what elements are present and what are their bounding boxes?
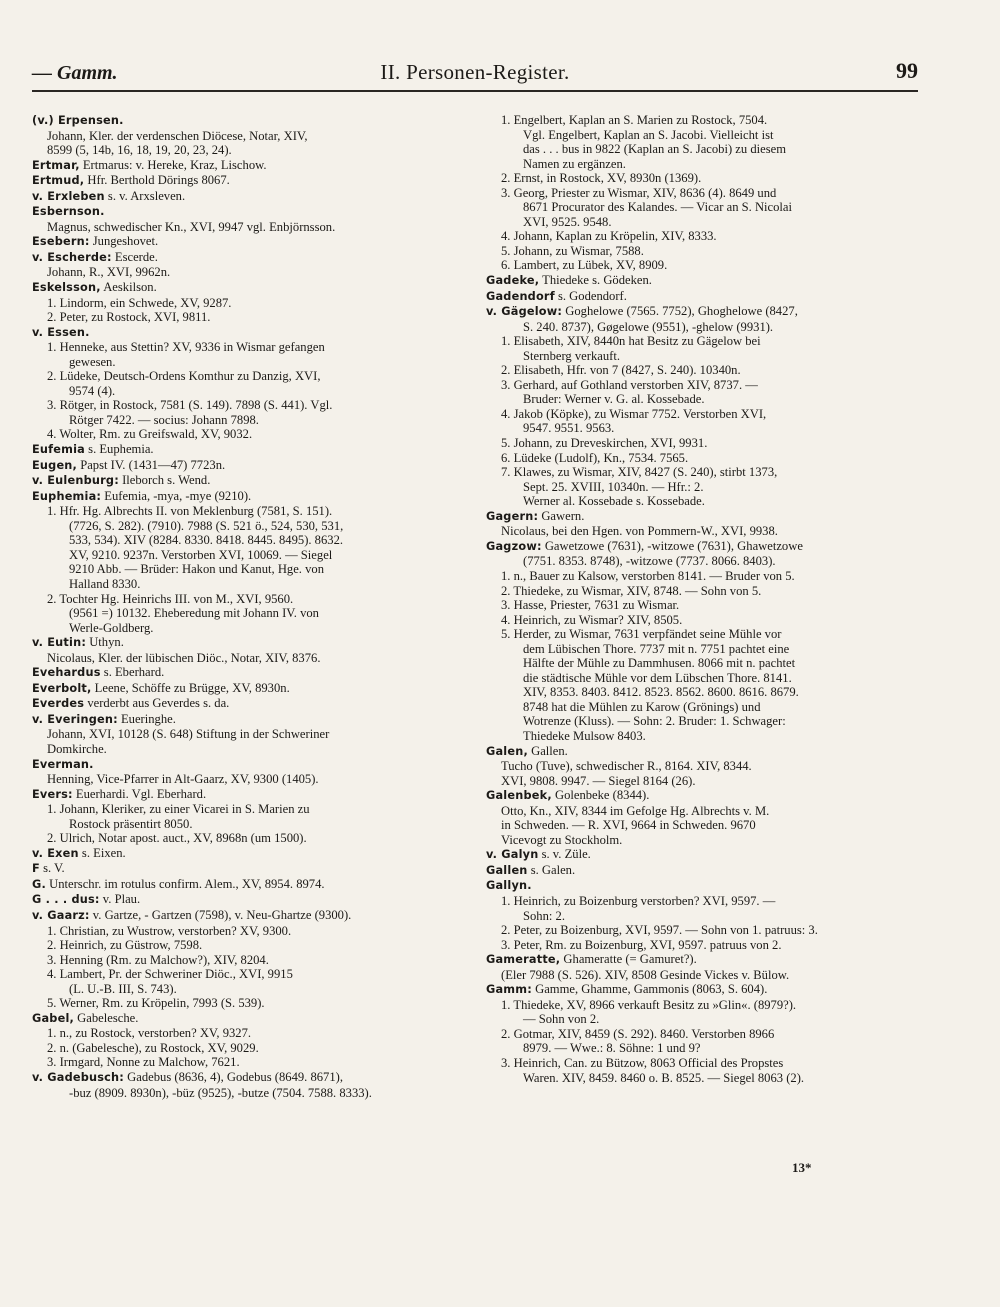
entry-headword: Esebern: — [32, 235, 90, 249]
entry-text: Ghameratte (= Gamuret?). — [560, 952, 697, 967]
numbered-subentry — [486, 407, 920, 422]
subentry-text: Johann, zu Dreveskirchen, XVI, 9931. — [513, 436, 708, 451]
entry-text: v. Gartze, - Gartzen (7598), v. Neu-Ghartze (9300). — [89, 907, 352, 922]
signature-mark: 13* — [792, 1160, 812, 1175]
entry-headword: Eufemia — [32, 443, 86, 457]
entry-heading-line — [486, 273, 920, 289]
entry-heading-line — [32, 1011, 466, 1027]
subentry-continuation: Rostock präsentirt 8050. — [69, 816, 193, 831]
page-number: 99 — [896, 58, 918, 83]
entry-text: s. Godendorf. — [554, 288, 627, 303]
entry-headword: v. Galyn — [486, 848, 539, 862]
entry-headword: Gabel, — [32, 1011, 75, 1025]
entry-headword: Gameratte, — [486, 953, 561, 967]
numbered-subentry — [486, 229, 920, 244]
entry-headword: v. Gaarz: — [32, 908, 90, 922]
numbered-subentry — [486, 451, 920, 466]
subentry-text: Heinrich, zu Güstrow, 7598. — [59, 938, 203, 953]
subentry-continuation: dem Lübischen Thore. 7737 mit n. 7751 pachtet eine — [523, 641, 790, 656]
subentry-text: Johann, Kaplan zu Kröpelin, XIV, 8333. — [513, 229, 717, 244]
subentry-number: 2. — [47, 591, 60, 606]
subentry-continuation: 8748 hat die Mühlen zu Karow (Grönings) und — [523, 699, 761, 714]
entry-heading-line — [32, 458, 466, 474]
entry-continuation: Johann, Kler. der verdenschen Diöcese, Notar, XIV, — [47, 128, 308, 143]
entry-text: Gadebus (8636, 4), Godebus (8649. 8671), — [124, 1070, 343, 1084]
entry-headword: v. Escherde: — [32, 250, 112, 264]
entry-headword: Evers: — [32, 787, 73, 801]
subentry-number: 2. — [47, 369, 60, 384]
entry-heading-line — [32, 635, 466, 651]
numbered-subentry — [486, 186, 920, 201]
entry-headword: Evehardus — [32, 666, 101, 680]
numbered-subentry — [32, 427, 466, 442]
entry-text: s. V. — [39, 861, 65, 876]
subentry-number: 3. — [501, 185, 514, 200]
entry-text: s. Euphemia. — [85, 442, 154, 457]
entry-headword: Gagzow: — [486, 539, 542, 553]
subentry-text: Gotmar, XIV, 8459 (S. 292). 8460. Verstorben 8966 — [513, 1026, 775, 1041]
entry-text: Aeskilson. — [100, 280, 157, 295]
subentry-number: 2. — [501, 171, 514, 186]
numbered-subentry — [32, 938, 466, 953]
entry-heading-line — [486, 982, 920, 998]
subentry-text: Heinrich, zu Boizenburg verstorben? XVI, 9597. — — [513, 893, 776, 908]
entry-heading-line — [32, 665, 466, 681]
entry-heading-line — [32, 204, 466, 220]
entry-heading-line — [486, 863, 920, 879]
subentry-continuation: XIV, 8353. 8403. 8412. 8523. 8562. 8600. 8616. 8679. — [523, 685, 799, 700]
entry-text: Euerhardi. Vgl. Eberhard. — [72, 786, 207, 801]
entry-heading-line — [32, 846, 466, 862]
subentry-text: Georg, Priester zu Wismar, XIV, 8636 (4). 8649 und — [513, 185, 777, 200]
entry-heading-line — [32, 325, 466, 341]
numbered-subentry — [32, 802, 466, 817]
entry-heading-line — [486, 952, 920, 968]
subentry-text: n., zu Rostock, verstorben? XV, 9327. — [59, 1026, 252, 1041]
entry-heading-line — [32, 1070, 466, 1086]
subentry-continuation: Bruder: Werner v. G. al. Kossebade. — [523, 392, 705, 407]
subentry-continuation: Sept. 25. XVIII, 10340n. — Hfr.: 2. — [523, 479, 704, 494]
subentry-number: 2. — [47, 938, 60, 953]
entry-text: Eufemia, -mya, -mye (9210). — [101, 488, 252, 503]
entry-headword: Gagern: — [486, 509, 539, 523]
subentry-number: 4. — [501, 406, 514, 421]
page-header — [32, 58, 918, 90]
entry-heading-line — [32, 892, 466, 908]
subentry-continuation: das . . . bus in 9822 (Kaplan an S. Jacobi) zu diesem — [523, 142, 787, 157]
numbered-subentry — [486, 171, 920, 186]
subentry-text: Peter, zu Rostock, XVI, 9811. — [59, 310, 211, 325]
entry-continuation: XVI, 9808. 9947. — Siegel 8164 (26). — [501, 773, 696, 788]
entry-continuation: Tucho (Tuve), schwedischer R., 8164. XIV, 8344. — [501, 759, 752, 774]
entry-headword: Esbernson. — [32, 205, 105, 219]
header-rule — [32, 90, 918, 92]
subentry-number: 7. — [501, 465, 514, 480]
entry-headword: Galen, — [486, 744, 528, 758]
entry-continuation: Nicolaus, bei den Hgen. von Pommern-W., XVI, 9938. — [501, 524, 778, 539]
subentry-number: 2. — [501, 1026, 514, 1041]
subentry-number: 1. — [501, 997, 514, 1012]
entry-continuation: (Eler 7988 (S. 526). XIV, 8508 Gesinde Vickes v. Bülow. — [501, 967, 790, 982]
subentry-text: Thiedeke, zu Wismar, XIV, 8748. — Sohn von 5. — [513, 583, 762, 598]
subentry-number: 5. — [47, 996, 60, 1011]
entry-heading-line — [32, 908, 466, 924]
numbered-subentry — [32, 1026, 466, 1041]
numbered-subentry — [486, 569, 920, 584]
numbered-subentry — [486, 627, 920, 642]
numbered-subentry — [32, 296, 466, 311]
subentry-text: Lindorm, ein Schwede, XV, 9287. — [59, 295, 232, 310]
subentry-text: Lüdeke (Ludolf), Kn., 7534. 7565. — [513, 450, 689, 465]
entry-headword: (v.) Erpensen. — [32, 114, 124, 127]
entry-text: Unterschr. im rotulus confirm. Alem., XV, 8954. 8974. — [45, 876, 325, 891]
entry-heading-line — [32, 861, 466, 877]
subentry-text: Jakob (Köpke), zu Wismar 7752. Verstorben XVI, — [513, 406, 767, 421]
numbered-subentry — [32, 398, 466, 413]
entry-text: Leene, Schöffe zu Brügge, XV, 8930n. — [91, 680, 290, 695]
entry-headword: Everman. — [32, 757, 94, 771]
numbered-subentry — [486, 436, 920, 451]
subentry-number: 3. — [501, 377, 514, 392]
entry-text: s. v. Züle. — [538, 847, 591, 862]
subentry-text: Herder, zu Wismar, 7631 verpfändet seine Mühle vor — [513, 627, 782, 642]
entry-heading-line — [32, 473, 466, 489]
subentry-continuation: -buz (8909. 8930n), -büz (9525), -butze (7504. 7588. 8333). — [69, 1085, 372, 1100]
entry-heading-line — [32, 234, 466, 250]
numbered-subentry — [32, 592, 466, 607]
entry-headword: Eugen, — [32, 458, 78, 472]
subentry-continuation: 8671 Procurator des Kalandes. — Vicar an S. Nicolai — [523, 200, 793, 215]
entry-heading-line — [486, 744, 920, 760]
subentry-text: Elisabeth, Hfr. von 7 (8427, S. 240). 10340n. — [513, 363, 741, 378]
entry-text: Goghelowe (7565. 7752), Ghoghelowe (8427, — [562, 304, 798, 319]
subentry-number: 5. — [501, 436, 514, 451]
entry-continuation: Domkirche. — [47, 741, 107, 756]
subentry-number: 4. — [501, 612, 514, 627]
numbered-subentry — [32, 996, 466, 1011]
subentry-number: 3. — [47, 952, 60, 967]
entry-headword: Everbolt, — [32, 681, 92, 695]
subentry-continuation: Thiedeke Mulsow 8403. — [523, 728, 646, 743]
entry-text: Gawern. — [538, 508, 585, 523]
entry-heading-line — [32, 696, 466, 712]
entry-heading-line — [486, 788, 920, 804]
entry-heading-line — [486, 304, 920, 320]
subentry-continuation: Hälfte der Mühle zu Dammhusen. 8066 mit n. pachtet — [523, 656, 796, 671]
subentry-text: Werner, Rm. zu Kröpelin, 7993 (S. 539). — [59, 996, 265, 1011]
entry-text: Hfr. Berthold Dörings 8067. — [84, 173, 230, 188]
entry-headword: Gadeke, — [486, 274, 540, 288]
subentry-continuation: XVI, 9525. 9548. — [523, 214, 612, 229]
entry-text: Ileborch s. Wend. — [118, 473, 211, 488]
entry-heading-line — [486, 539, 920, 555]
entry-text: Ertmarus: v. Hereke, Kraz, Lischow. — [79, 157, 267, 172]
entry-continuation: in Schweden. — R. XVI, 9664 in Schweden. 9670 — [501, 818, 756, 833]
subentry-text: Peter, Rm. zu Boizenburg, XVI, 9597. patruus von 2. — [513, 937, 782, 952]
entry-continuation: Otto, Kn., XIV, 8344 im Gefolge Hg. Albrechts v. M. — [501, 803, 770, 818]
subentry-continuation: Vgl. Engelbert, Kaplan an S. Jacobi. Vielleicht ist — [523, 127, 774, 142]
subentry-text: Klawes, zu Wismar, XIV, 8427 (S. 240), stirbt 1373, — [513, 465, 778, 480]
subentry-continuation: Werle-Goldberg. — [69, 620, 154, 635]
subentry-text: Henneke, aus Stettin? XV, 9336 in Wismar gefangen — [59, 340, 325, 355]
subentry-text: Hfr. Hg. Albrechts II. von Meklenburg (7581, S. 151). — [59, 504, 333, 519]
subentry-text: Johann, zu Wismar, 7588. — [513, 243, 644, 258]
subentry-text: Lambert, zu Lübek, XV, 8909. — [513, 258, 668, 273]
entry-heading-line — [32, 712, 466, 728]
numbered-subentry — [32, 1055, 466, 1070]
entry-headword: v. Gadebusch: — [32, 1071, 125, 1084]
numbered-subentry — [486, 938, 920, 953]
subentry-number: 4. — [501, 229, 514, 244]
entry-text: Eueringhe. — [117, 711, 176, 726]
entry-headword: G. — [32, 877, 46, 891]
subentry-continuation: (7751. 8353. 8748), -witzowe (7737. 8066. 8403). — [523, 554, 776, 569]
subentry-continuation: Sohn: 2. — [523, 908, 565, 923]
right-column — [486, 113, 920, 1085]
entry-continuation: Vicevogt zu Stockholm. — [501, 832, 623, 847]
subentry-continuation: (7726, S. 282). (7910). 7988 (S. 521 ö., 524, 530, 531, — [69, 518, 344, 533]
subentry-number: 2. — [47, 831, 60, 846]
entry-heading-line — [32, 442, 466, 458]
subentry-continuation: gewesen. — [69, 354, 116, 369]
numbered-subentry — [486, 258, 920, 273]
subentry-continuation: Namen zu ergänzen. — [523, 156, 626, 171]
subentry-number: 1. — [501, 113, 514, 127]
entry-headword: v. Essen. — [32, 325, 90, 339]
numbered-subentry — [486, 363, 920, 378]
entry-headword: v. Everingen: — [32, 712, 118, 726]
entry-text: Jungeshovet. — [89, 234, 159, 249]
entry-heading-line — [32, 280, 466, 296]
subentry-number: 3. — [47, 1055, 60, 1070]
subentry-continuation: Werner al. Kossebade s. Kossebade. — [523, 494, 705, 509]
subentry-number: 1. — [501, 568, 514, 583]
entry-headword: v. Exen — [32, 846, 79, 860]
entry-headword: Gallen — [486, 863, 528, 877]
subentry-text: Christian, zu Wustrow, verstorben? XV, 9300. — [59, 923, 292, 938]
subentry-continuation: Sternberg verkauft. — [523, 348, 620, 363]
entry-text: s. Eberhard. — [100, 665, 165, 680]
entry-text: Gawetzowe (7631), -witzowe (7631), Ghawetzowe — [541, 538, 803, 553]
subentry-text: n., Bauer zu Kalsow, verstorben 8141. — Bruder von 5. — [513, 568, 795, 583]
subentry-text: Ernst, in Rostock, XV, 8930n (1369). — [513, 171, 702, 186]
subentry-text: Hasse, Priester, 7631 zu Wismar. — [513, 598, 680, 613]
numbered-subentry — [32, 1041, 466, 1056]
entry-headword: Gallyn. — [486, 879, 532, 893]
numbered-subentry — [32, 504, 466, 519]
subentry-continuation: Waren. XIV, 8459. 8460 o. B. 8525. — Siegel 8063 (2). — [523, 1070, 805, 1085]
numbered-subentry — [486, 923, 920, 938]
entry-heading-line — [32, 158, 466, 174]
numbered-subentry — [486, 894, 920, 909]
subentry-text: Irmgard, Nonne zu Malchow, 7621. — [59, 1055, 240, 1070]
numbered-subentry — [486, 598, 920, 613]
numbered-subentry — [486, 1056, 920, 1071]
subentry-text: Lambert, Pr. der Schweriner Diöc., XVI, 9915 — [59, 967, 293, 982]
numbered-subentry — [32, 924, 466, 939]
entry-headword: v. Gägelow: — [486, 305, 563, 319]
subentry-text: Johann, Kleriker, zu einer Vicarei in S. Marien zu — [59, 802, 310, 817]
subentry-continuation: (L. U.-B. III, S. 743). — [69, 981, 177, 996]
subentry-continuation: Wotrenze (Kluss). — Sohn: 2. Bruder: 1. Schwager: — [523, 714, 786, 729]
numbered-subentry — [32, 831, 466, 846]
subentry-continuation: — Sohn von 2. — [523, 1012, 600, 1027]
subentry-text: Tochter Hg. Heinrichs III. von M., XVI, 9560. — [59, 591, 294, 606]
entry-heading-line — [32, 113, 466, 129]
entry-heading-line — [32, 489, 466, 505]
subentry-number: 3. — [501, 937, 514, 952]
entry-continuation: Johann, XVI, 10128 (S. 648) Stiftung in der Schweriner — [47, 727, 330, 742]
entry-heading-line — [32, 189, 466, 205]
subentry-number: 3. — [47, 398, 60, 413]
entry-text: s. Galen. — [527, 862, 576, 877]
subentry-number: 3. — [501, 1056, 514, 1070]
subentry-continuation: die städtische Mühle vor dem Lübschen Thore. 8141. — [523, 670, 792, 685]
subentry-number: 6. — [501, 450, 514, 465]
subentry-text: Heinrich, Can. zu Bützow, 8063 Official des Propstes — [513, 1056, 784, 1070]
subentry-text: Heinrich, zu Wismar? XIV, 8505. — [513, 612, 683, 627]
numbered-subentry — [32, 310, 466, 325]
entry-headword: Galenbek, — [486, 789, 552, 803]
entry-heading-line — [32, 173, 466, 189]
subentry-continuation: 9210 Abb. — Brüder: Hakon und Kanut, Hge. von — [69, 562, 324, 577]
subentry-text: Rötger, in Rostock, 7581 (S. 149). 7898 (S. 441). Vgl. — [59, 398, 333, 413]
numbered-subentry — [32, 369, 466, 384]
subentry-number: 3. — [501, 598, 514, 613]
subentry-number: 4. — [47, 967, 60, 982]
left-column — [32, 113, 466, 1100]
numbered-subentry — [486, 113, 920, 128]
entry-headword: v. Erxleben — [32, 189, 105, 203]
entry-headword: v. Eulenburg: — [32, 474, 119, 488]
entry-headword: Euphemia: — [32, 489, 102, 503]
subentry-number: 1. — [47, 504, 60, 519]
entry-text: s. v. Arxsleven. — [104, 188, 186, 203]
entry-text: Golenbeke (8344). — [551, 788, 650, 803]
subentry-continuation: (9561 =) 10132. Eheberedung mit Johann IV. von — [69, 606, 319, 621]
entry-heading-line — [32, 757, 466, 773]
subentry-number: 6. — [501, 258, 514, 273]
numbered-subentry — [486, 584, 920, 599]
entry-continuation: Johann, R., XVI, 9962n. — [47, 265, 171, 280]
subentry-number: 2. — [47, 310, 60, 325]
numbered-subentry — [486, 378, 920, 393]
subentry-number: 2. — [501, 583, 514, 598]
running-head-left: — Gamm. — [32, 62, 118, 84]
entry-headword: v. Eutin: — [32, 636, 87, 650]
entry-heading-line — [32, 681, 466, 697]
entry-text: s. Eixen. — [78, 845, 126, 860]
subentry-text: Gerhard, auf Gothland verstorben XIV, 8737. — — [513, 377, 758, 392]
entry-heading-line — [486, 509, 920, 525]
subentry-number: 4. — [47, 427, 60, 442]
subentry-text: Ulrich, Notar apost. auct., XV, 8968n (um 1500). — [59, 831, 307, 846]
subentry-number: 1. — [47, 1026, 60, 1041]
numbered-subentry — [486, 613, 920, 628]
entry-headword: G . . . dus: — [32, 893, 100, 907]
entry-heading-line — [486, 878, 920, 894]
entry-heading-line — [486, 289, 920, 305]
subentry-text: Lüdeke, Deutsch-Ordens Komthur zu Danzig, XVI, — [59, 369, 321, 384]
entry-text: Uthyn. — [86, 635, 124, 650]
entry-headword: Everdes — [32, 697, 85, 711]
subentry-number: 1. — [47, 340, 60, 355]
entry-text: Papst IV. (1431—47) 7723n. — [77, 457, 226, 472]
entry-heading-line — [32, 250, 466, 266]
subentry-number: 5. — [501, 627, 514, 642]
subentry-number: 2. — [501, 363, 514, 378]
subentry-continuation: S. 240. 8737), Gøgelowe (9551), -ghelow (9931). — [523, 319, 774, 334]
subentry-number: 2. — [47, 1040, 60, 1055]
entry-headword: F — [32, 862, 40, 876]
entry-text: v. Plau. — [99, 892, 141, 907]
numbered-subentry — [486, 1027, 920, 1042]
entry-headword: Gamm: — [486, 983, 532, 997]
entry-heading-line — [32, 877, 466, 893]
subentry-text: n. (Gabelesche), zu Rostock, XV, 9029. — [59, 1040, 259, 1055]
subentry-text: Elisabeth, XIV, 8440n hat Besitz zu Gägelow bei — [513, 334, 761, 349]
subentry-number: 2. — [501, 923, 514, 938]
subentry-number: 1. — [501, 893, 514, 908]
subentry-continuation: Halland 8330. — [69, 576, 141, 591]
running-head-title: II. Personen-Register. — [380, 60, 570, 84]
entry-headword: Gadendorf — [486, 289, 555, 303]
subentry-text: Thiedeke, XV, 8966 verkauft Besitz zu »Glin«. (8979?). — [513, 997, 797, 1012]
subentry-text: Wolter, Rm. zu Greifswald, XV, 9032. — [59, 427, 253, 442]
entry-headword: Ertmud, — [32, 174, 85, 188]
subentry-number: 1. — [47, 295, 60, 310]
entry-continuation: Henning, Vice-Pfarrer in Alt-Gaarz, XV, 9300 (1405). — [47, 772, 319, 787]
subentry-continuation: 8979. — Wwe.: 8. Söhne: 1 und 9? — [523, 1041, 701, 1056]
entry-text: verderbt aus Geverdes s. da. — [84, 696, 230, 711]
entry-text: Gallen. — [527, 743, 568, 758]
entry-heading-line — [486, 847, 920, 863]
numbered-subentry — [486, 465, 920, 480]
numbered-subentry — [486, 334, 920, 349]
numbered-subentry — [32, 340, 466, 355]
entry-text: Thiedeke s. Gödeken. — [539, 273, 652, 288]
entry-headword: Eskelsson, — [32, 281, 101, 295]
subentry-number: 1. — [47, 923, 60, 938]
subentry-continuation: 9574 (4). — [69, 383, 116, 398]
subentry-number: 5. — [501, 243, 514, 258]
numbered-subentry — [32, 953, 466, 968]
entry-text: Gamme, Ghamme, Gammonis (8063, S. 604). — [531, 982, 768, 997]
subentry-continuation: 533, 534). XIV (8284. 8330. 8418. 8445. 8495). 8632. — [69, 533, 344, 548]
entry-text: Escerde. — [111, 249, 158, 264]
entry-heading-line — [32, 787, 466, 803]
entry-headword: Ertmar, — [32, 158, 80, 172]
subentry-continuation: Rötger 7422. — socius: Johann 7898. — [69, 412, 259, 427]
subentry-continuation: 9547. 9551. 9563. — [523, 421, 615, 436]
entry-text: Gabelesche. — [74, 1010, 139, 1025]
numbered-subentry — [486, 998, 920, 1013]
entry-continuation: Magnus, schwedischer Kn., XVI, 9947 vgl. Enbjörnsson. — [47, 219, 336, 234]
subentry-number: 1. — [501, 334, 514, 349]
numbered-subentry — [486, 244, 920, 259]
entry-continuation: Nicolaus, Kler. der lübischen Diöc., Notar, XIV, 8376. — [47, 650, 321, 665]
numbered-subentry — [32, 967, 466, 982]
subentry-continuation: XV, 9210. 9237n. Verstorben XVI, 10069. — Siegel — [69, 547, 333, 562]
subentry-text: Henning (Rm. zu Malchow?), XIV, 8204. — [59, 952, 269, 967]
subentry-text: Peter, zu Boizenburg, XVI, 9597. — Sohn von 1. patruus: 3. — [513, 923, 818, 938]
subentry-text: Engelbert, Kaplan an S. Marien zu Rostock, 7504. — [513, 113, 768, 127]
entry-continuation: 8599 (5, 14b, 16, 18, 19, 20, 23, 24). — [47, 143, 232, 158]
subentry-number: 1. — [47, 802, 60, 817]
